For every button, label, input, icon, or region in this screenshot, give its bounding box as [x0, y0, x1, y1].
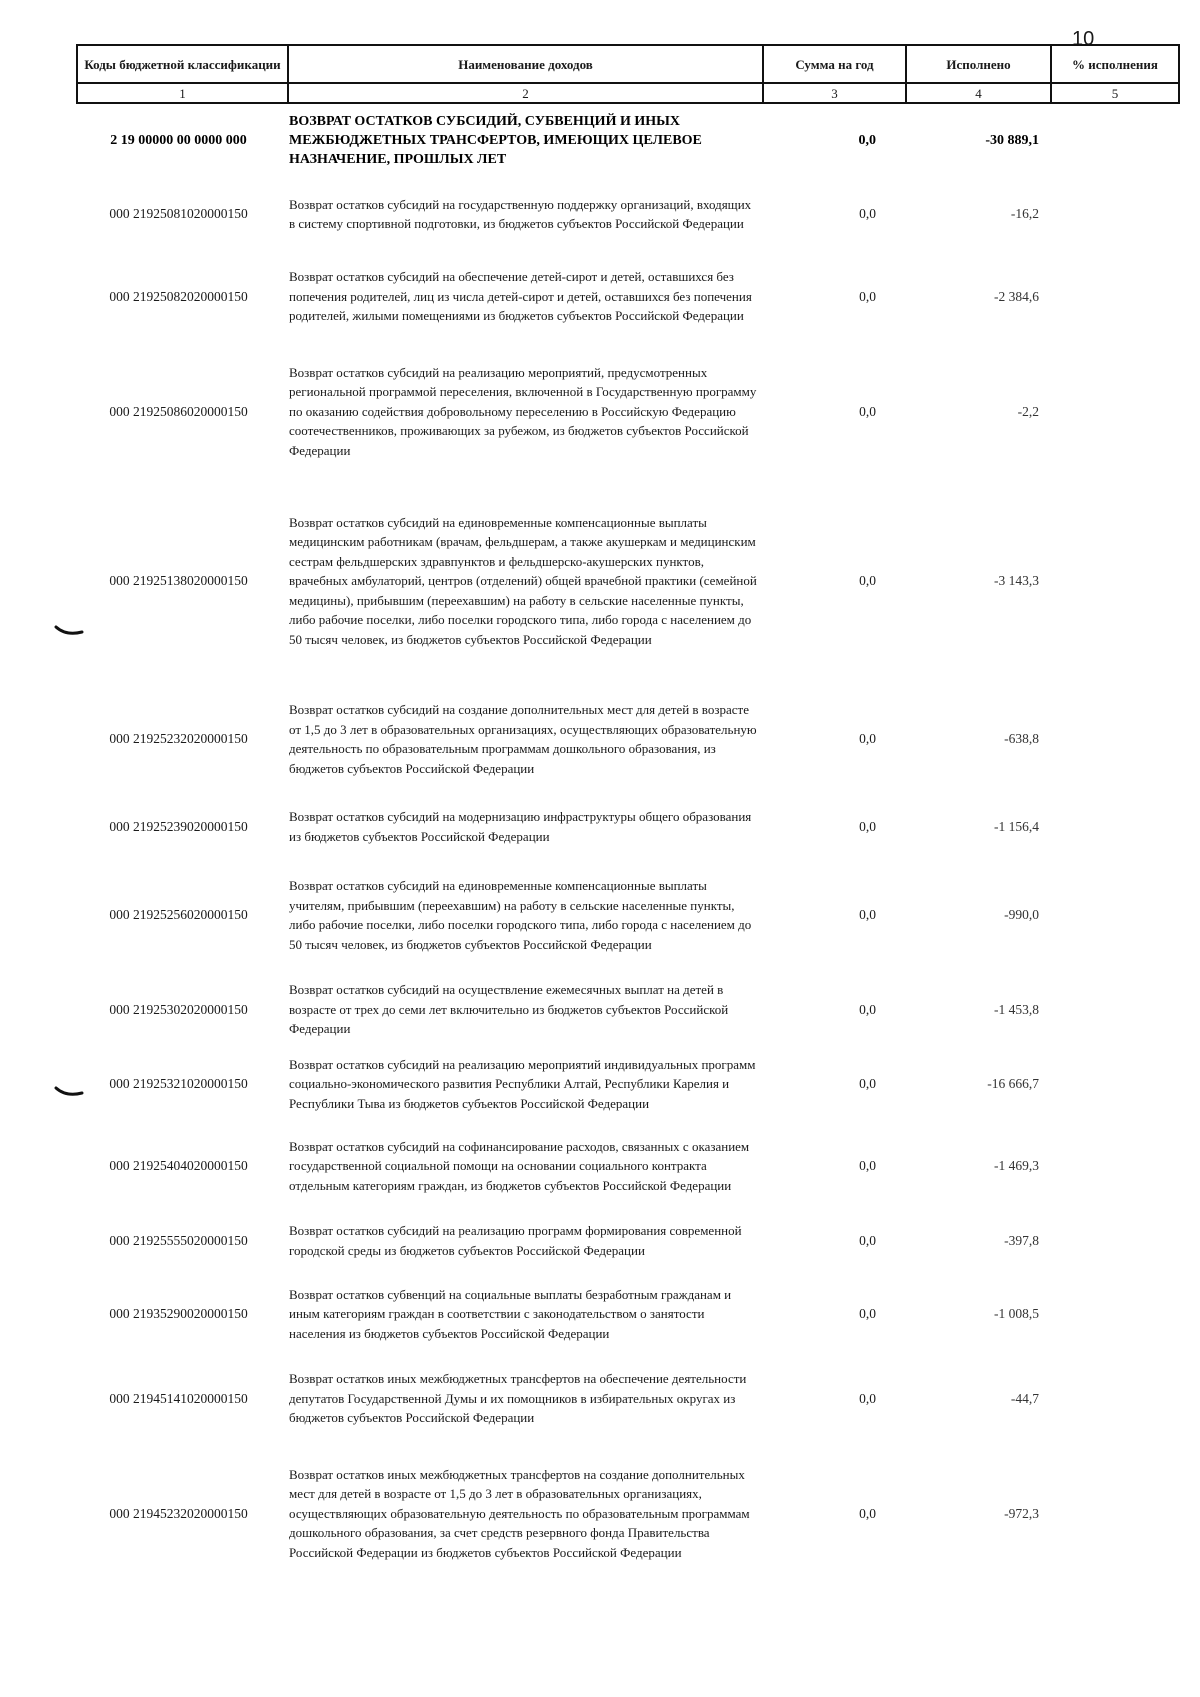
- row-name: ВОЗВРАТ ОСТАТКОВ СУБСИДИЙ, СУБВЕНЦИЙ И ИНЫХ МЕЖБЮДЖЕТНЫХ ТРАНСФЕРТОВ, ИМЕЮЩИХ ЦЕЛЕВОЕ НАЗНАЧЕНИЕ, ПРОШЛЫХ ЛЕТ: [289, 114, 702, 167]
- row-name: Возврат остатков субсидий на модернизацию инфраструктуры общего образования из бюджетов субъектов Российской Федерации: [289, 809, 752, 844]
- row-name: Возврат остатков субвенций на социальные выплаты безработным гражданам и иным категориям граждан в соответствии с законодательством о занятости населения из бюджетов субъектов Российской Федерации: [289, 1286, 732, 1341]
- row-name: Возврат остатков субсидий на осуществление ежемесячных выплат на детей в возрасте от трех до семи лет включительно из бюджетов субъектов Российской Федерации: [289, 982, 729, 1037]
- header-executed: Исполнено: [906, 45, 1051, 83]
- row-percent: [1051, 177, 1179, 251]
- row-executed: -397,8: [1004, 1232, 1039, 1248]
- row-plan: 0,0: [859, 1076, 876, 1092]
- row-code: 000 21925232020000150: [109, 731, 248, 747]
- row-plan: 0,0: [859, 818, 876, 834]
- row-name: Возврат остатков субсидий на единовременные компенсационные выплаты учителям, прибывшим (переехавшим) на работу в сельские населенные пункты, либо рабочие поселки, либо поселки городского типа, либо города с населением до 50 тысяч человек, из бюджетов субъектов Российской Федерации: [289, 878, 752, 952]
- row-name: Возврат остатков иных межбюджетных трансфертов на создание дополнительных мест для детей в возрасте от 1,5 до 3 лет в образовательных организациях, осуществляющих образовательную деятельность по образовательным программам дошкольного образования, за счет средств резервного фонда Правительства Российской Федерации из бюджетов субъектов Российской Федерации: [289, 1466, 750, 1560]
- column-number-row: [77, 83, 1179, 103]
- column-number: 5: [1051, 83, 1179, 103]
- page-number: 10: [1072, 28, 1095, 50]
- row-percent: [1051, 856, 1179, 974]
- table-row: [77, 342, 1179, 481]
- row-plan: 0,0: [859, 206, 876, 222]
- row-plan: 0,0: [859, 1001, 876, 1017]
- row-name: Возврат остатков субсидий на государственную поддержку организаций, входящих в систему спортивной подготовки, из бюджетов субъектов Российской Федерации: [289, 196, 752, 231]
- column-number: 1: [77, 83, 288, 103]
- scan-mark-icon: [54, 1085, 84, 1099]
- header-codes: Коды бюджетной классификации: [77, 45, 288, 83]
- row-percent: [1051, 1209, 1179, 1272]
- row-code: 2 19 00000 00 0000 000: [110, 133, 247, 148]
- row-percent: [1051, 1272, 1179, 1356]
- table-row: [77, 974, 1179, 1045]
- row-code: 000 21945141020000150: [109, 1390, 248, 1406]
- row-executed: -972,3: [1004, 1505, 1039, 1521]
- table-row: [77, 251, 1179, 342]
- table-row: [77, 797, 1179, 856]
- row-code: 000 21935290020000150: [109, 1306, 248, 1322]
- row-executed: -1 453,8: [994, 1001, 1039, 1017]
- row-percent: [1051, 797, 1179, 856]
- column-number: 3: [763, 83, 906, 103]
- row-name: Возврат остатков субсидий на единовременные компенсационные выплаты медицинским работникам (врачам, фельдшерам, а также акушеркам и медицинским сестрам фельдшерских здравпунктов и фельдшерско-акушерских пунктов, врачебных амбулаторий, центров (отделений) общей врачебной практики (семейной медицины), прибывшим (переехавшим) на работу в сельские населенные пункты, либо рабочие поселки, либо поселки городского типа, либо города с населением до 50 тысяч человек, из бюджетов субъектов Российской Федерации: [289, 514, 757, 647]
- row-code: 000 21925082020000150: [109, 288, 248, 304]
- row-plan: 0,0: [859, 1390, 876, 1406]
- row-plan: 0,0: [859, 731, 876, 747]
- table-row: [77, 1045, 1179, 1123]
- row-percent: [1051, 481, 1179, 681]
- row-percent: [1051, 974, 1179, 1045]
- row-executed: -3 143,3: [994, 573, 1039, 589]
- header-percent: % исполнения: [1051, 45, 1179, 83]
- row-executed: -1 156,4: [994, 818, 1039, 834]
- row-name: Возврат остатков субсидий на софинансирование расходов, связанных с оказанием государственной социальной помощи на основании социального контракта отдельным категориям граждан, из бюджетов субъектов Российской Федерации: [289, 1138, 750, 1193]
- row-percent: [1051, 1356, 1179, 1441]
- table-header-row: [77, 45, 1179, 83]
- header-plan: Сумма на год: [763, 45, 906, 83]
- row-plan: 0,0: [859, 1158, 876, 1174]
- row-code: 000 21945232020000150: [109, 1505, 248, 1521]
- row-code: 000 21925081020000150: [109, 206, 248, 222]
- row-code: 000 21925256020000150: [109, 907, 248, 923]
- row-executed: -44,7: [1010, 1390, 1039, 1406]
- row-code: 000 21925555020000150: [109, 1232, 248, 1248]
- row-executed: -2,2: [1017, 403, 1039, 419]
- revenue-table: [76, 44, 1180, 1586]
- row-percent: [1051, 1123, 1179, 1209]
- row-executed: -30 889,1: [985, 133, 1039, 148]
- table-row: [77, 1123, 1179, 1209]
- row-executed: -1 469,3: [994, 1158, 1039, 1174]
- row-plan: 0,0: [859, 1232, 876, 1248]
- table-row: [77, 1209, 1179, 1272]
- column-number: 4: [906, 83, 1051, 103]
- row-plan: 0,0: [859, 1505, 876, 1521]
- row-plan: 0,0: [859, 288, 876, 304]
- table-row: [77, 177, 1179, 251]
- row-plan: 0,0: [859, 573, 876, 589]
- row-code: 000 21925086020000150: [109, 403, 248, 419]
- row-percent: [1051, 1045, 1179, 1123]
- row-executed: -1 008,5: [994, 1306, 1039, 1322]
- row-name: Возврат остатков субсидий на обеспечение детей-сирот и детей, оставшихся без попечения родителей, лиц из числа детей-сирот и детей, оставшихся без попечения родителей, жилыми помещениями из бюджетов субъектов Российской Федерации: [289, 269, 752, 324]
- row-executed: -16,2: [1010, 206, 1039, 222]
- row-percent: [1051, 1441, 1179, 1586]
- row-name: Возврат остатков субсидий на реализацию мероприятий, предусмотренных региональной программой переселения, включенной в Государственную программу по оказанию содействия добровольному переселению в Российскую Федерацию соотечественников, проживающих за рубежом, из бюджетов субъектов Российской Федерации: [289, 364, 757, 458]
- table-row: [77, 1441, 1179, 1586]
- table-row: [77, 1356, 1179, 1441]
- row-percent: [1051, 103, 1179, 177]
- table-row-total: [77, 103, 1179, 177]
- row-code: 000 21925138020000150: [109, 573, 248, 589]
- row-percent: [1051, 342, 1179, 481]
- row-executed: -990,0: [1004, 907, 1039, 923]
- row-name: Возврат остатков субсидий на реализацию мероприятий индивидуальных программ социально-экономического развития Республики Алтай, Республики Карелия и Республики Тыва из бюджетов субъектов Российской Федерации: [289, 1056, 756, 1111]
- table-row: [77, 1272, 1179, 1356]
- row-executed: -2 384,6: [994, 288, 1039, 304]
- scan-mark-icon: [54, 624, 84, 638]
- row-executed: -16 666,7: [987, 1076, 1039, 1092]
- row-plan: 0,0: [859, 403, 876, 419]
- row-name: Возврат остатков субсидий на реализацию программ формирования современной городской среды из бюджетов субъектов Российской Федерации: [289, 1223, 742, 1258]
- row-plan: 0,0: [859, 907, 876, 923]
- header-name: Наименование доходов: [288, 45, 763, 83]
- row-executed: -638,8: [1004, 731, 1039, 747]
- row-code: 000 21925239020000150: [109, 818, 248, 834]
- row-name: Возврат остатков субсидий на создание дополнительных мест для детей в возрасте от 1,5 до 3 лет в образовательных организациях, осуществляющих образовательную деятельность по образовательным программам дошкольного образования, из бюджетов субъектов Российской Федерации: [289, 702, 757, 776]
- table-row: [77, 856, 1179, 974]
- table-row: [77, 681, 1179, 797]
- row-code: 000 21925302020000150: [109, 1001, 248, 1017]
- row-plan: 0,0: [859, 1306, 876, 1322]
- row-percent: [1051, 681, 1179, 797]
- row-percent: [1051, 251, 1179, 342]
- row-name: Возврат остатков иных межбюджетных трансфертов на обеспечение деятельности депутатов Государственной Думы и их помощников в избирательных округах из бюджетов субъектов Российской Федерации: [289, 1371, 747, 1426]
- table-row: [77, 481, 1179, 681]
- column-number: 2: [288, 83, 763, 103]
- row-plan: 0,0: [858, 133, 876, 148]
- row-code: 000 21925321020000150: [109, 1076, 248, 1092]
- row-code: 000 21925404020000150: [109, 1158, 248, 1174]
